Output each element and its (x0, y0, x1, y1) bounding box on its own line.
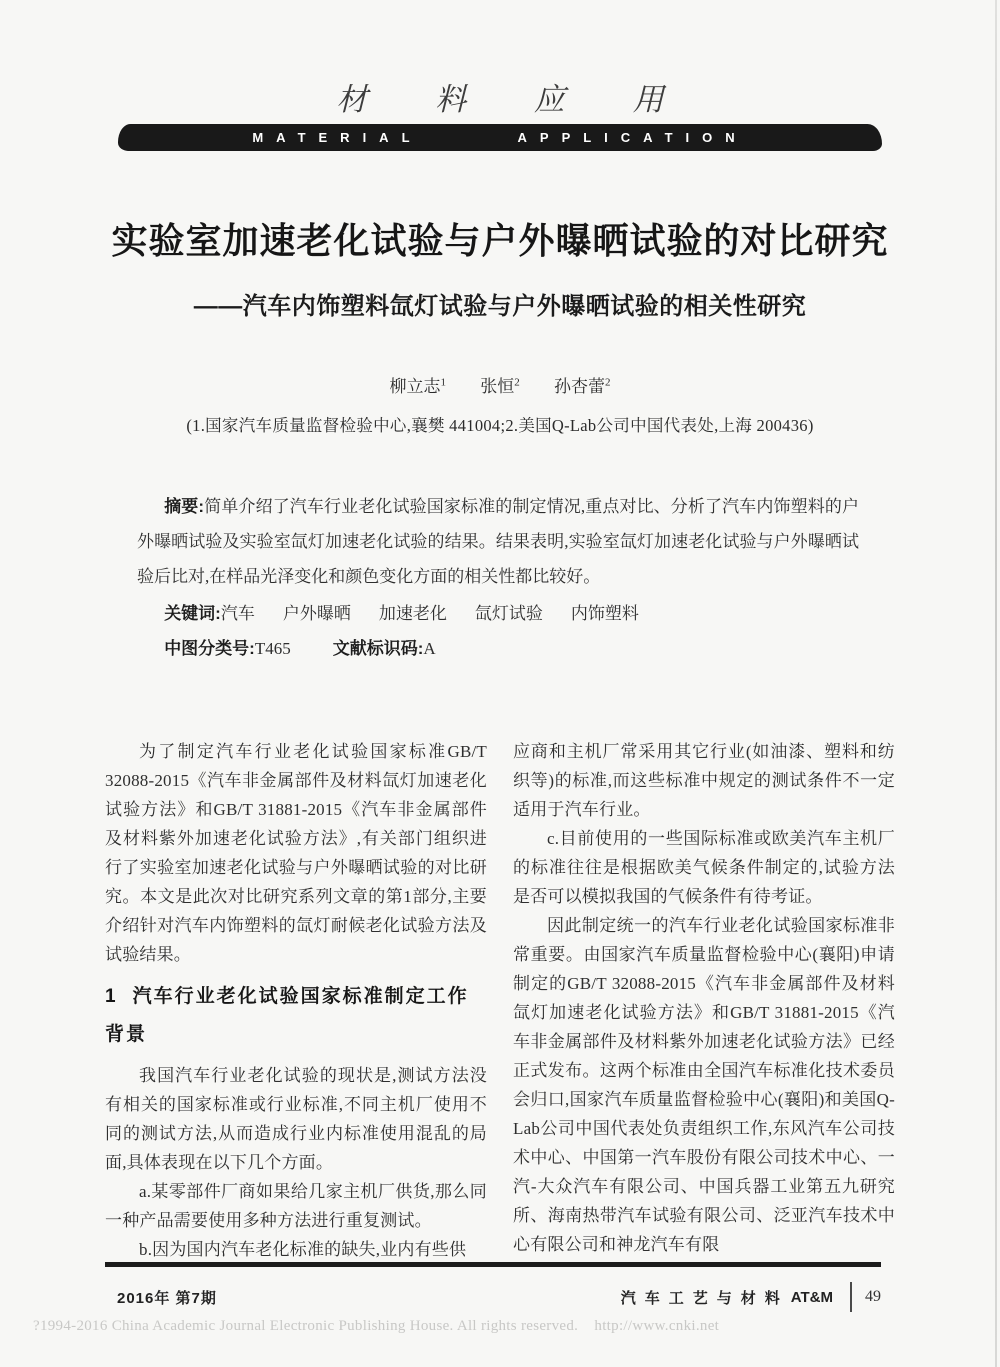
doc-code-label: 文献标识码: (332, 639, 424, 658)
section-banner (118, 124, 882, 151)
right-paragraph-2: c.目前使用的一些国际标准或欧美汽车主机厂的标准往往是根据欧美气候条件制定的,试验方法是否可以模拟我国的气候条件有待考证。 (513, 829, 895, 906)
abstract-text: 简单介绍了汽车行业老化试验国家标准的制定情况,重点对比、分析了汽车内饰塑料的户外曝晒试验及实验室氙灯加速老化试验的结果。结果表明,实验室氙灯加速老化试验与户外曝晒试验后比对,在样品光泽变化和颜色变化方面的相关性都比较好。 (137, 497, 859, 586)
keyword-2: 户外曝晒 (282, 604, 351, 623)
left-paragraph-4: b.因为国内汽车老化标准的缺失,业内有些供 (139, 1240, 467, 1259)
journal-name: 汽车工艺与材料 (620, 1289, 789, 1307)
page-number: 49 (865, 1288, 881, 1305)
keywords-line (137, 596, 859, 631)
left-paragraph-2: 我国汽车行业老化试验的现状是,测试方法没有相关的国家标准或行业标准,不同主机厂使用不同的测试方法,从而造成行业内标准使用混乱的局面,具体表现在以下几个方面。 (105, 1066, 487, 1172)
keyword-1: 汽车 (220, 604, 255, 623)
article-title: 实验室加速老化试验与户外曝晒试验的对比研究 (111, 220, 889, 261)
author-1 (390, 377, 447, 396)
journal-reference (621, 1282, 881, 1312)
clc-value: T465 (254, 639, 291, 658)
left-column (105, 737, 487, 1264)
author-3 (554, 377, 611, 396)
author-1-name: 柳立志 (389, 377, 441, 396)
banner-word-application: APPLICATION (517, 130, 748, 145)
article-subtitle: ——汽车内饰塑料氙灯试验与户外曝晒试验的相关性研究 (193, 293, 807, 320)
body-columns (105, 737, 895, 1264)
keyword-5: 内饰塑料 (570, 604, 639, 623)
authors-line (0, 372, 1000, 397)
section-title-chinese: 材 料 应 用 (336, 82, 694, 117)
cnki-watermark: ?1994-2016 China Academic Journal Electronic Publishing House. All rights reserved. http://www.cnki.net (33, 1318, 720, 1334)
keyword-3: 加速老化 (378, 604, 447, 623)
author-2 (480, 377, 520, 396)
author-2-affiliation-mark: 2 (514, 376, 520, 389)
author-3-name: 孙杏蕾 (554, 377, 605, 396)
section-1-title: 汽车行业老化试验国家标准制定工作背景 (105, 986, 469, 1045)
section-1-number: 1 (105, 986, 118, 1007)
banner-word-material: MATERIAL (252, 130, 423, 145)
clc-label: 中图分类号: (164, 639, 255, 658)
right-column (513, 737, 895, 1264)
left-paragraph-1: 为了制定汽车行业老化试验国家标准GB/T 32088-2015《汽车非金属部件及材料氙灯加速老化试验方法》和GB/T 31881-2015《汽车非金属部件及材料紫外加速老化试验方法》,有关部门组织进行了实验室加速老化试验与户外曝晒试验的对比研究。本文是此次对比研究系列文章的第1部分,主要介绍针对汽车内饰塑料的氙灯耐候老化试验方法及试验结果。 (105, 742, 487, 964)
page-number-divider (850, 1282, 852, 1312)
footer (105, 1280, 881, 1314)
journal-abbreviation: AT&M (790, 1288, 833, 1306)
abstract-paragraph (137, 489, 859, 594)
author-2-name: 张恒 (480, 377, 515, 396)
keyword-4: 氙灯试验 (474, 604, 543, 623)
abstract-label: 摘要: (164, 497, 205, 516)
issue-info: 2016年 第7期 (117, 1289, 217, 1307)
section-1-heading (105, 978, 487, 1054)
keywords-label: 关键词: (164, 604, 221, 623)
author-1-affiliation-mark: 1 (440, 376, 446, 389)
page-scan-edge (995, 0, 997, 1367)
author-3-affiliation-mark: 2 (605, 376, 611, 389)
doc-code-value: A (423, 639, 436, 658)
footer-rule (105, 1262, 881, 1267)
article-meta-block (137, 489, 859, 666)
affiliation-line: (1.国家汽车质量监督检验中心,襄樊 441004;2.美国Q-Lab公司中国代表处,上海 200436) (186, 416, 814, 435)
right-paragraph-3: 因此制定统一的汽车行业老化试验国家标准非常重要。由国家汽车质量监督检验中心(襄阳)申请制定的GB/T 32088-2015《汽车非金属部件及材料氙灯加速老化试验方法》和GB/T 31881-2015《汽车非金属部件及材料紫外加速老化试验方法》已经正式发布。这两个标准由全国汽车标准化技术委员会归口,国家汽车质量监督检验中心(襄阳)和美国Q-Lab公司中国代表处负责组织工作,东风汽车公司技术中心、中国第一汽车股份有限公司技术中心、一汽-大众汽车有限公司、中国兵器工业第五九研究所、海南热带汽车试验有限公司、泛亚汽车技术中心有限公司和神龙汽车有限 (513, 916, 895, 1254)
right-paragraph-1: 应商和主机厂常采用其它行业(如油漆、塑料和纺织等)的标准,而这些标准中规定的测试条件不一定适用于汽车行业。 (513, 742, 895, 819)
left-paragraph-3: a.某零部件厂商如果给几家主机厂供货,那么同一种产品需要使用多种方法进行重复测试。 (105, 1182, 487, 1230)
classification-line (137, 631, 859, 666)
